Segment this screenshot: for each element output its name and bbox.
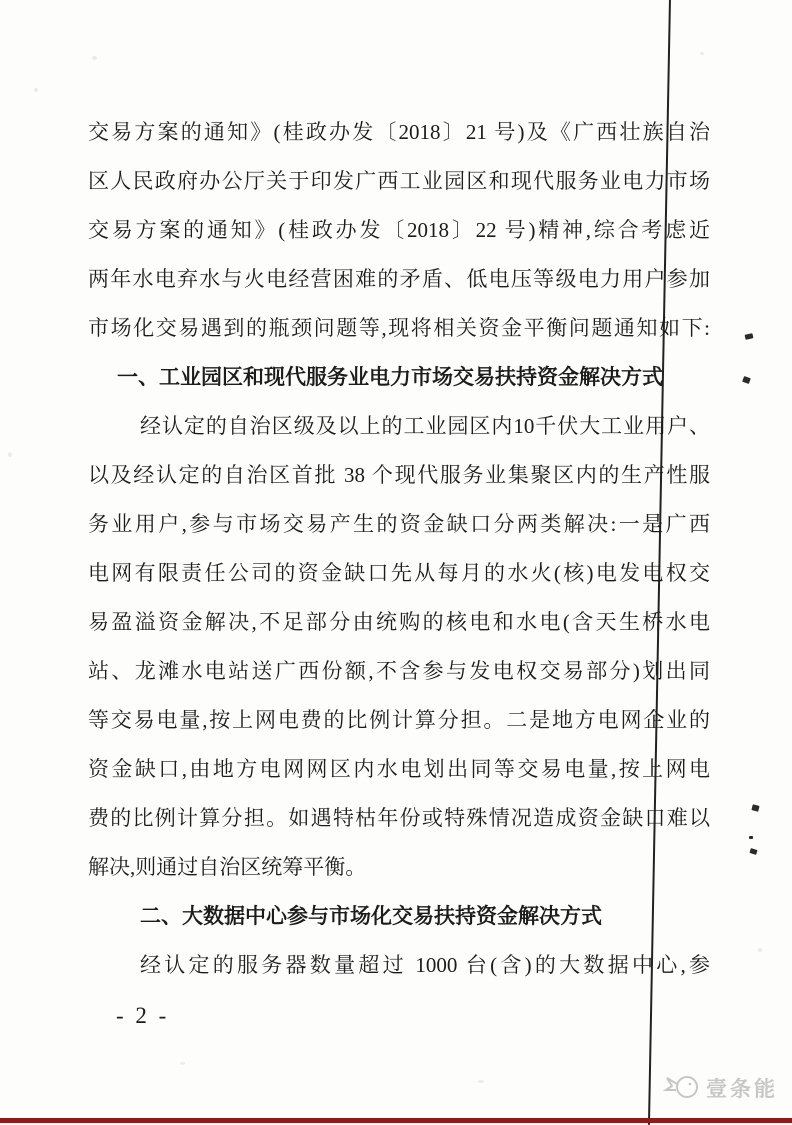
scan-speckle [92,56,97,60]
text-line: 务业用户,参与市场交易产生的资金缺口分两类解决:一是广西 [88,512,710,536]
watermark [663,1070,778,1105]
text-line: 费的比例计算分担。如遇特枯年份或特殊情况造成资金缺口难以 [88,806,710,830]
pen-mark [749,848,757,855]
text-line: 交易方案的通知》(桂政办发〔2018〕21 号)及《广西壮族自治 [88,120,710,144]
pen-mark [749,836,753,839]
scan-speckle [700,52,704,55]
text-line: 以及经认定的自治区首批 38 个现代服务业集聚区内的生产性服 [88,463,710,487]
scan-speckle [8,452,12,457]
scan-speckle [34,88,38,92]
watermark-brand-text: 壹条能 [706,1077,778,1101]
pen-mark [745,333,754,340]
text-line: 资金缺口,由地方电网网区内水电划出同等交易电量,按上网电 [88,757,710,781]
scan-speckle [478,1080,484,1083]
text-line: 交易方案的通知》(桂政办发〔2018〕22 号)精神,综合考虑近 [88,218,710,242]
text-line: 经认定的自治区级及以上的工业园区内10千伏大工业用户、 [140,414,710,438]
text-line: 市场化交易遇到的瓶颈问题等,现将相关资金平衡问题通知如下: [88,316,710,340]
yitiaoneng-logo-icon [663,1070,701,1105]
bottom-red-rule [0,1118,792,1123]
text-line: 经认定的服务器数量超过 1000 台(含)的大数据中心,参 [140,953,710,977]
text-line: 电网有限责任公司的资金缺口先从每月的水火(核)电发电权交 [88,561,710,585]
text-line: 易盈溢资金解决,不足部分由统购的核电和水电(含天生桥水电 [88,610,710,634]
document-body [88,108,710,990]
text-line: 区人民政府办公厅关于印发广西工业园区和现代服务业电力市场 [88,169,710,193]
scan-speckle [180,1062,185,1065]
text-line: 两年水电弃水与火电经营困难的矛盾、低电压等级电力用户参加 [88,267,710,291]
section-heading-1: 一、工业园区和现代服务业电力市场交易扶持资金解决方式 [117,366,663,389]
page-number: - 2 - [116,1003,170,1028]
pen-mark [751,804,759,812]
section-heading-2: 二、大数据中心参与市场化交易扶持资金解决方式 [140,905,602,928]
text-line: 等交易电量,按上网电费的比例计算分担。二是地方电网企业的 [88,708,710,732]
text-line: 站、龙滩水电站送广西份额,不含参与发电权交易部分)划出同 [88,659,710,683]
scan-speckle [758,948,762,952]
text-line: 解决,则通过自治区统筹平衡。 [88,855,367,879]
pen-mark [742,376,751,384]
scan-speckle [120,178,125,182]
